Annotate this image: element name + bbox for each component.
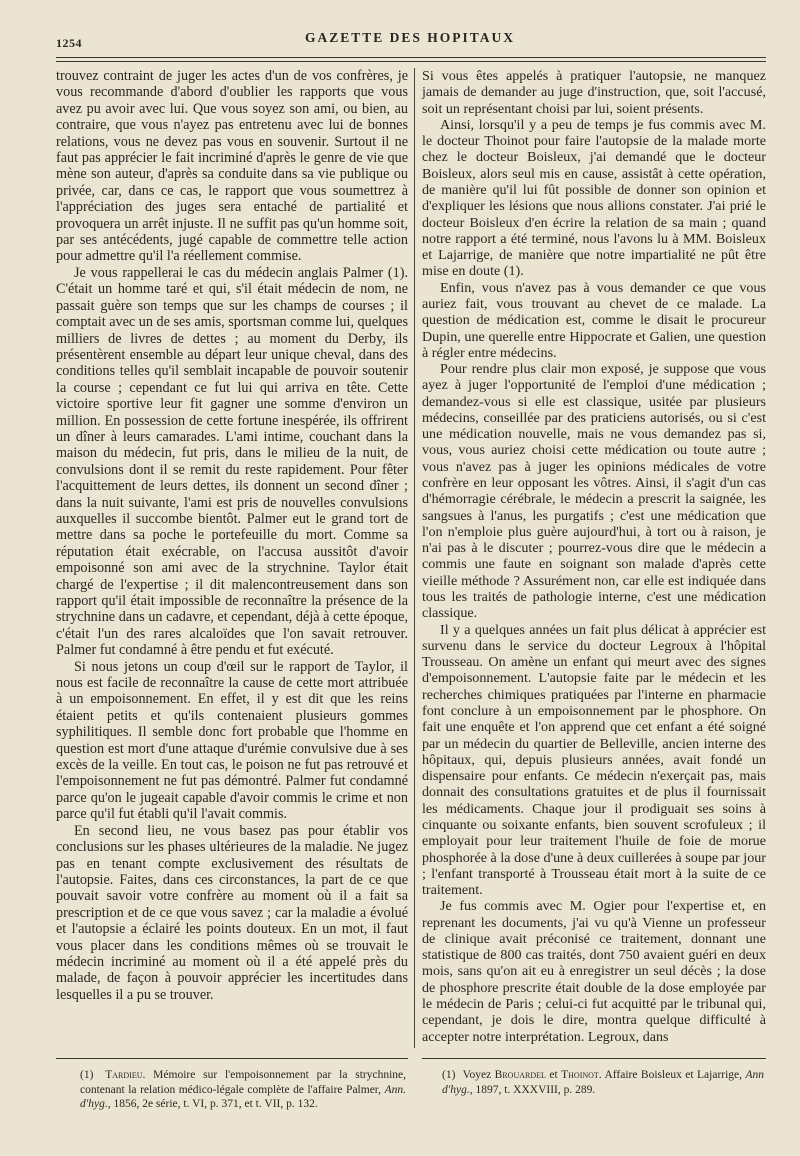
paragraph: Si vous êtes appelés à pratiquer l'autopsie, ne manquez jamais de demander au juge d'instruction, que, soit l'accusé, soit un représentant choisi par lui, soient présents. [422,68,766,117]
paragraph: Si nous jetons un coup d'œil sur le rapport de Taylor, il nous est facile de reconnaître la cause de cette mort attribuée à un empoisonnement. En effet, il y est dit que les reins étaient petits et qu'ils contenaient plusieurs gommes syphilitiques. Il semble donc fort probable que l'homme en question est mort d'une attaque d'urémie convulsive due à ses excès de la veille. En tout cas, le poison ne fut pas retrouvé et l'empoisonnement ne fut pas démontré. Palmer fut condamné parce qu'on le jugeait capable d'avoir commis le crime et non parce qu'il fut établi qu'il l'avait commis. [56,658,408,823]
paragraph: Il y a quelques années un fait plus délicat à apprécier est survenu dans le service du docteur Legroux à l'hôpital Trousseau. On amène un enfant qui meurt avec des signes d'empoisonnement. L'autopsie faite par le médecin et les recherches chimiques pratiquées par l'interne en pharmacie font conclure à un empoisonnement par le phosphore. On fait une enquête et l'on apprend que cet enfant a été soigné par un médecin du quartier de Belleville, ancien interne des hôpitaux, qui, depuis plusieurs années, avait fondé un dispensaire pour enfants. Ce médecin n'exerçait pas, mais donnait des consultations gratuites et de plus il fournissait les médicaments. Chaque jour il prodiguait ses soins à cinquante ou soixante enfants, bien souvent scrofuleux ; il employait pour leur traitement l'huile de foie de morue phosphorée à la dose d'une à deux cuillerées à soupe par jour ; l'enfant transporté à Trousseau était mort à la suite de ce traitement. [422,621,766,899]
footnote-and: et [549,1069,558,1081]
left-footnote-rule [56,1058,408,1059]
page-number: 1254 [56,36,82,50]
footnote-author-2: Thoinot. [561,1069,602,1081]
header-rule-top [56,57,766,58]
right-footnote [442,1068,764,1097]
footnote-author: Brouardel [494,1069,546,1081]
footnote-journal: Ann. d'hyg., [80,1083,407,1110]
left-column [56,68,408,1003]
paragraph: Enfin, vous n'avez pas à vous demander ce que vous auriez fait, vous trouvant au chevet de ce malade. La question de médication est, comme le disait le procureur Dupin, une querelle entre Hippocrate et Galien, une question à régler entre médecins. [422,279,766,361]
header-rule-bottom [56,61,766,62]
right-footnote-rule [422,1058,766,1059]
paragraph: En second lieu, ne vous basez pas pour établir vos conclusions sur les phases ultérieures de la maladie. Ne jugez pas en tenant compte exclusivement des résultats de l'autopsie. Faites, dans ces circonstances, la part de ce que pouvait savoir votre confrère au moment où il a fait sa prescription et de ce que vous savez ; car la maladie a évolué et l'autopsie a éclairé les points douteux. En un mot, il faut vous placer dans les conditions mêmes où se trouvait le médecin incriminé au moment où il a été appelé près du malade, de façon à pouvoir apprécier les incertitudes dans lesquelles il a pu se trouver. [56,822,408,1003]
page-header [56,30,764,52]
paragraph: Pour rendre plus clair mon exposé, je suppose que vous ayez à juger l'opportunité de l'emploi d'une médication ; demandez-vous si elle est classique, usitée par plusieurs médecins, conseillée par des praticiens autorisés, ou si c'est une médication nouvelle, mais ne vous demandez pas si, vous, vous auriez choisi cette médication ou toute autre ; vous n'avez pas à juger les opinions médicales de votre confrère en leur opposant les vôtres. Ainsi, il s'agit d'un cas d'hémorragie cérébrale, le médecin a prescrit la saignée, les sangsues à l'anus, les purgatifs ; c'est une médication que l'on n'emploie plus guère aujourd'hui, à tort ou à raison, je n'ai pas à le discuter ; pourrez-vous dire que le médecin a commis une faute en soignant son malade d'après cette vieille méthode ? Assurément non, car elle est indiquée dans tous les traités de pathologie interne, c'est une médication classique. [422,361,766,622]
footnote-reference: 1856, 2e série, t. VI, p. 371, et t. VII, p. 132. [113,1098,318,1110]
footnote-marker: (1) [80,1069,94,1081]
left-footnote [80,1068,406,1112]
footnote-reference: 1897, t. XXXVIII, p. 289. [475,1083,596,1096]
running-title: GAZETTE DES HOPITAUX [304,30,516,45]
paragraph: Je vous rappellerai le cas du médecin anglais Palmer (1). C'était un homme taré et qui, s'il était médecin de nom, ne passait guère son temps que sur les champs de courses ; il comptait avec un de ses amis, sportsman comme lui, quelques milliers de livres de dettes ; au moment du Derby, ils présentèrent ensemble au départ leur unique cheval, dans des conditions telles qu'il semblait incapable de pouvoir soutenir la course ; cependant ce fut lui qui arriva en tête. Cette victoire sportive leur fit gagner une somme d'environ un million. En possession de cette fortune inespérée, ils offrirent un dîner à leurs camarades. L'ami intime, couchant dans la maison du médecin, fut pris, dans le milieu de la nuit, de convulsions dont il se remit du reste rapidement. Pour fêter l'acquittement de leurs dettes, ils donnent un second dîner ; dans la nuit suivante, l'ami est pris de nouvelles convulsions auxquelles il succombe bientôt. Palmer eut le grand tort de mettre dans sa poche le portefeuille du mort. Comme sa réputation était exécrable, on l'accusa aussitôt d'avoir empoisonné son ami avec de la strychnine. Taylor était chargé de l'expertise ; il dit malencontreusement dans son rapport qu'il était impossible de reconnaître la présence de la strychnine dans un cadavre, et cependant, déjà à cette époque, c'était l'un des rares alcaloïdes que l'on savait retrouver. Palmer fut condamné à être pendu et fut exécuté. [56,264,408,659]
footnote-text: Affaire Boisleux et Lajarrige, [604,1069,743,1081]
paragraph: Je fus commis avec M. Ogier pour l'expertise et, en reprenant les documents, j'ai vu qu'à Vienne un professeur de clinique avait préconisé ce traitement, donnant une statistique de 800 cas traités, dont 750 avaient guéri en deux mois, sans qu'on ait eu à enregistrer un seul décès ; la dose de phosphore prescrite était double de la dose employée par le médecin de Paris ; celui-ci fut acquitté par le tribunal qui, cependant, je dois le dire, montra quelque difficulté à accepter notre interprétation. Legroux, dans [422,898,766,1045]
footnote-marker: (1) [442,1069,456,1081]
paragraph: trouvez contraint de juger les actes d'un de vos confrères, je vous recommande d'abord d'oublier les rapports que vous avez pu avoir avec lui. Que vous soyez son ami, ou bien, au contraire, que vous n'ayez pas entretenu avec lui de bonnes relations, vous ne devez pas vous en souvenir. Surtout il ne faut pas apprécier le fait incriminé d'après le genre de vie que mène son auteur, d'après sa conduite dans sa vie publique ou privée, car, dans ce cas, le rapport que vous soumettrez à l'appréciation des juges sera entaché de partialité et provoquera un arrêt injuste. Il ne suffit pas qu'un homme soit, par ses antécédents, jugé capable de commettre telle action pour admettre qu'il l'a réellement commise. [56,68,408,265]
right-column [422,68,766,1045]
footnote-text-before: Voyez [462,1069,492,1081]
paragraph: Ainsi, lorsqu'il y a peu de temps je fus commis avec M. le docteur Thoinot pour faire l'autopsie de la malade morte chez le docteur Boisleux, j'ai demandé que le docteur Boisleux, alors seul mis en cause, assistât à cette opération, de manière qu'il lui fût possible de donner son opinion et d'expliquer les lésions que nous allions constater. J'ai prié le docteur Boisleux d'en écrire la relation de sa main ; quand notre rapport a été terminé, nous l'avons lu à MM. Boisleux et Lajarrige, de manière que notre impartialité ne pût être mise en doute (1). [422,116,766,280]
footnote-author: Tardieu. [105,1069,146,1081]
footnote-text: Mémoire sur l'empoisonnement par la strychnine, contenant la relation médico-légale complète de l'affaire Palmer, [80,1069,407,1096]
column-divider [414,68,415,1048]
footnote-journal: Ann d'hyg., [442,1069,765,1096]
